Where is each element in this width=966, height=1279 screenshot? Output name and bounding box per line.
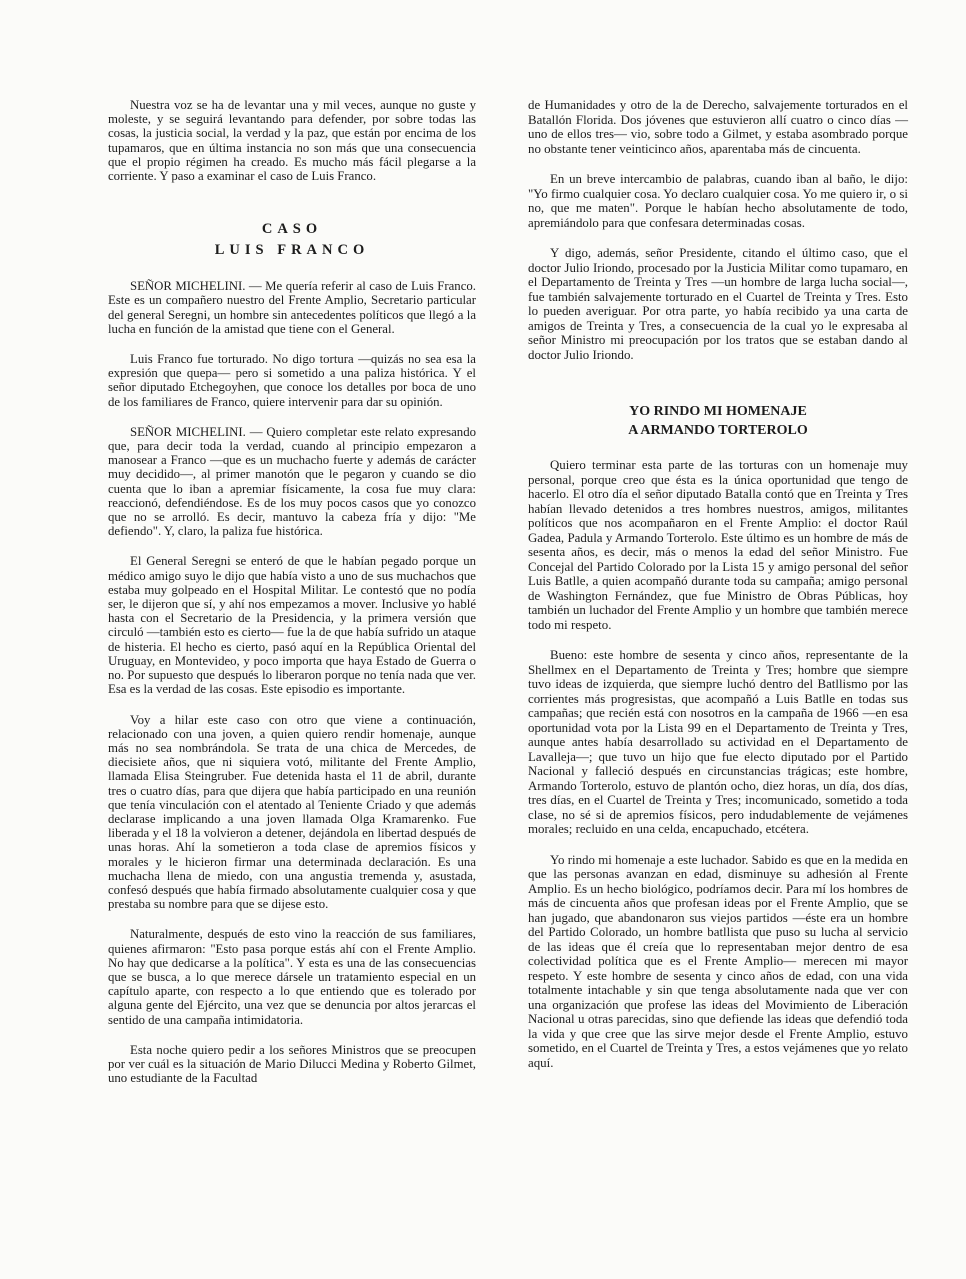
heading-line: YO RINDO MI HOMENAJE [629, 404, 807, 419]
paragraph: En un breve intercambio de palabras, cuando iban al baño, le dijo: "Yo firmo cualquier cosa. Yo declaro cualquier cosa. Yo me quiero ir, o si no, que me maten". Porque le habían hecho absolutamente de todo, apremiándolo para que confesara determinadas cosas. [528, 172, 908, 230]
section-heading-homenaje-torterolo [528, 402, 908, 440]
paragraph: Voy a hilar este caso con otro que viene a continuación, relacionado con una joven, a quien quiero rendir homenaje, aunque más no sea nombrándola. Se trata de una chica de Mercedes, de diecisiete años, que ni siquiera votó, militante del Frente Amplio, llamada Elisa Steingruber. Fue detenida hasta el 11 de abril, durante tres o cuatro días, para que dijera que había participado en una reunión que tenía vinculación con el atentado al Teniente Criado y que además declarase implicando a una joven llamada Olga Kramarenko. Fue liberada y el 18 la volvieron a detener, dejándola en libertad después de unas horas. Ahí la sometieron a toda clase de apremios físicos y morales y le hicieron firmar una determinada declaración. Es una muchacha llena de miedo, con una angustia tremenda y, asustada, confesó después que había firmado absolutamente cualquier cosa y que prestaba su nombre para que se dijese esto. [108, 712, 476, 912]
heading-line: A ARMANDO TORTEROLO [628, 423, 808, 438]
paragraph: Luis Franco fue torturado. No digo tortura —quizás no sea esa la expresión que quepa— pero si sometido a una paliza histórica. Y el señor diputado Etchegoyhen, que conoce los detalles por boca de uno de los familiares de Franco, quiere intervenir para dar su opinión. [108, 352, 476, 409]
paragraph: Yo rindo mi homenaje a este luchador. Sabido es que en la medida en que las personas avanzan en edad, disminuye su adhesión al Frente Amplio. Es un hecho biológico, podríamos decir. Para mí los hombres de más de cincuenta años que profesan ideas por el Frente Amplio, que se han jugado, que abandonaron sus viejos partidos —éste era un hombre del Partido Colorado, un hombre batllista que puso su lucha al servicio de las ideas que él creía que lo representaban mejor dentro de esa colectividad política que es el Frente Amplio— merecen mi mayor respeto. Y este hombre de sesenta y cinco años de edad, con una vida totalmente intachable y sin que tenga absolutamente nada que ver con una organización que profese las ideas del Movimiento de Liberación Nacional u otras parecidas, sino que defiende las ideas que defendió toda la vida y que cree que las sirve mejor desde el Frente Amplio, estuvo sometido, en el Cuartel de Treinta y Tres, a estos vejámenes que yo relato aquí. [528, 852, 908, 1070]
paragraph: Nuestra voz se ha de levantar una y mil veces, aunque no guste y moleste, y se seguirá levantando para defender, por sobre todas las cosas, la justicia social, la verdad y la paz, que están por encima de los tupamaros, que en última instancia no son más que una consecuencia que el propio régimen ha creado. Es mucho más fácil plegarse a la corriente. Y paso a examinar el caso de Luis Franco. [108, 98, 476, 184]
paragraph: SEÑOR MICHELINI. — Quiero completar este relato expresando que, para decir toda la verdad, cuando al principio empezaron a manosear a Franco —que es un muchacho fuerte y además de carácter muy decidido—, al primer manotón que le pegaron y cuando se dio cuenta que lo iban a apremiar físicamente, la cosa fue muy clara: reaccionó, defendiéndose. Es de los muy pocos casos que yo conozco que no se arrolló. Es decir, mantuvo la cabeza fría y dijo: "Me defiendo". Y, claro, la paliza fue histórica. [108, 424, 476, 539]
paragraph: Y digo, además, señor Presidente, citando el último caso, que el doctor Julio Iriondo, procesado por la Justicia Militar como tupamaro, en el Departamento de Treinta y Tres —un hombre de larga lucha social—, fue también salvajemente torturado en el Cuartel de Treinta y Tres. Esto lo pueden averiguar. Por otra parte, yo había recibido ya una carta de amigos de Treinta y Tres, a consecuencia de la cual yo le expresaba al señor Ministro mi preocupación por los tratos que se estaban dando al doctor Julio Iriondo. [528, 246, 908, 362]
paragraph: Bueno: este hombre de sesenta y cinco años, representante de la Shellmex en el Departamento de Treinta y Tres; hombre que siempre tuvo ideas de izquierda, que siempre luchó dentro del Batllismo por las corrientes más progresistas, que acompañó a Luis Batlle en todas sus campañas; que recién está con nosotros en la campaña de 1966 —en esa oportunidad vota por la Lista 99 en el Departamento de Treinta y Tres, aunque antes había desarrollado su actividad en el Departamento de Lavalleja—; que tuvo un hijo que fue electo diputado por el Partido Nacional y falleció después en circunstancias trágicas; este hombre, Armando Torterolo, estuvo de plantón ocho, diez horas, un día, dos días, tres días, en el Cuartel de Treinta y Tres; incomunicado, sometido a toda clase, no sé si de apremios físicos, pero indudablemente de vejámenes morales; recluido en una celda, encapuchado, etcétera. [528, 648, 908, 836]
section-heading-caso-luis-franco [108, 219, 476, 261]
paragraph: El General Seregni se enteró de que le habían pegado porque un médico amigo suyo le dijo que había visto a uno de sus muchachos que estaba muy golpeado en el Hospital Militar. Le contestó que no podía ser, le dijeron que sí, y ahí nos empezamos a mover. Inclusive yo hablé hasta con el Secretario de la Presidencia, y la primera versión que circuló —también esto es cierto— fue la de que había sufrido un ataque de histeria. El hecho es cierto, pasó aquí en la República Oriental del Uruguay, en Montevideo, y poco importa que haya Estado de Guerra o no. Por supuesto que después lo liberaron porque no tenía nada que ver. Esa es la verdad de las cosas. Este episodio es importante. [108, 554, 476, 697]
paragraph: Naturalmente, después de esto vino la reacción de sus familiares, quienes afirmaron: "Esto pasa porque estás ahí con el Frente Amplio. No hay que dedicarse a la política". Y esta es una de las consecuencias que se busca, a lo que merece dársele un tratamiento especial en un capítulo aparte, con respecto a lo que entiendo que es tolerado por alguna gente del Ejército, una vez que se denuncia por altos jerarcas el sentido de una campaña intimidatoria. [108, 927, 476, 1027]
paragraph: SEÑOR MICHELINI. — Me quería referir al caso de Luis Franco. Este es un compañero nuestro del Frente Amplio, Secretario particular del general Seregni, un hombre sin antecedentes políticos que llegó a la lucha en función de la amistad que tiene con el General. [108, 279, 476, 336]
heading-line: LUIS FRANCO [214, 242, 370, 259]
right-column [528, 98, 908, 1086]
paragraph: de Humanidades y otro de la de Derecho, salvajemente torturados en el Batallón Florida. Dos jóvenes que estuvieron allí cuatro o cinco días —uno de ellos tres— vio, sobre todo a Gilmet, y estaba asombrado porque no obstante tener veinticinco años, aparentaba más de cincuenta. [528, 98, 908, 156]
left-column [108, 98, 476, 1101]
paragraph: Quiero terminar esta parte de las torturas con un homenaje muy personal, porque creo que ésta es la única oportunidad que tengo de hacerlo. El otro día el señor diputado Batalla contó que en Treinta y Tres habían llevado detenidos a tres hombres nuestros, amigos, militantes políticos que nos acompañaron en el Frente Amplio: el doctor Raúl Gadea, Padula y Armando Torterolo. Este último es un hombre de más de sesenta años, es decir, más o menos la edad del señor Ministro. Fue Concejal del Partido Colorado por la Lista 15 y amigo personal del señor Luis Batlle, a quien acompañó durante toda su campaña; amigo personal de Washington Fernández, que fue Ministro de Obras Públicas, hoy también un luchador del Frente Amplio y un hombre que también merece todo mi respeto. [528, 458, 908, 632]
paragraph: Esta noche quiero pedir a los señores Ministros que se preocupen por ver cuál es la situación de Mario Dilucci Medina y Roberto Gilmet, uno estudiante de la Facultad [108, 1042, 476, 1086]
heading-line: CASO [261, 221, 323, 238]
